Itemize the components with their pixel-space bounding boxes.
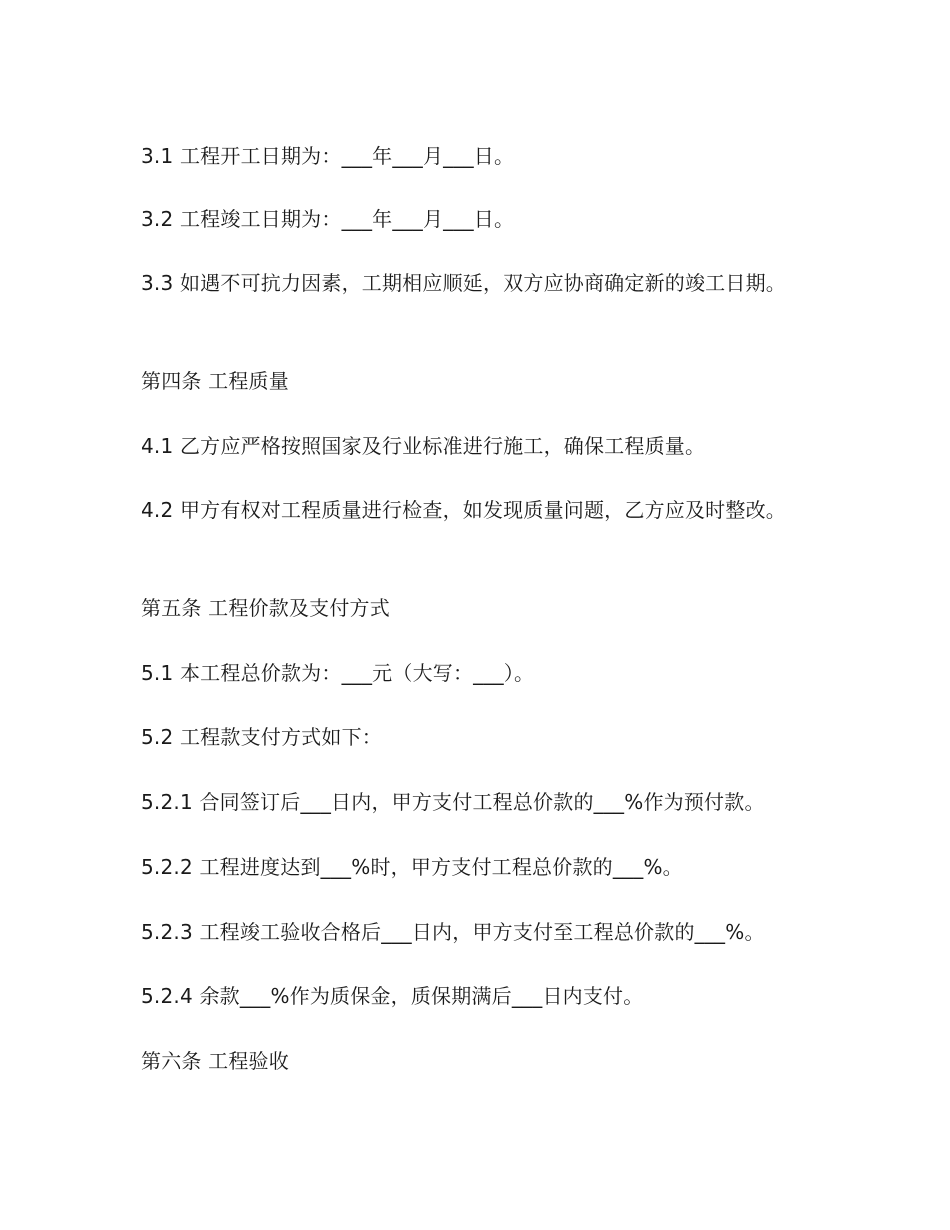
clause-3-3-force-majeure: 3.3 如遇不可抗力因素，工期相应顺延，双方应协商确定新的竣工日期。	[141, 271, 786, 295]
clause-5-2-4-retention: 5.2.4 余款___%作为质保金，质保期满后___日内支付。	[141, 984, 644, 1008]
clause-5-1-total-price: 5.1 本工程总价款为：___元（大写：___）。	[141, 661, 535, 685]
clause-4-1-quality-standard: 4.1 乙方应严格按照国家及行业标准进行施工，确保工程质量。	[141, 434, 706, 458]
clause-5-2-payment-method: 5.2 工程款支付方式如下：	[141, 725, 382, 749]
clause-4-2-quality-inspection: 4.2 甲方有权对工程质量进行检查，如发现质量问题，乙方应及时整改。	[141, 498, 786, 522]
article-5-heading: 第五条 工程价款及支付方式	[141, 596, 390, 620]
clause-5-2-2-progress-payment: 5.2.2 工程进度达到___%时，甲方支付工程总价款的___%。	[141, 855, 683, 879]
article-6-heading: 第六条 工程验收	[141, 1049, 289, 1073]
article-4-heading: 第四条 工程质量	[141, 369, 289, 393]
clause-5-2-3-completion-payment: 5.2.3 工程竣工验收合格后___日内，甲方支付至工程总价款的___%。	[141, 920, 765, 944]
clause-3-2-completion-date: 3.2 工程竣工日期为：___年___月___日。	[141, 207, 515, 231]
clause-3-1-start-date: 3.1 工程开工日期为：___年___月___日。	[141, 144, 515, 168]
clause-5-2-1-advance-payment: 5.2.1 合同签订后___日内，甲方支付工程总价款的___%作为预付款。	[141, 790, 765, 814]
